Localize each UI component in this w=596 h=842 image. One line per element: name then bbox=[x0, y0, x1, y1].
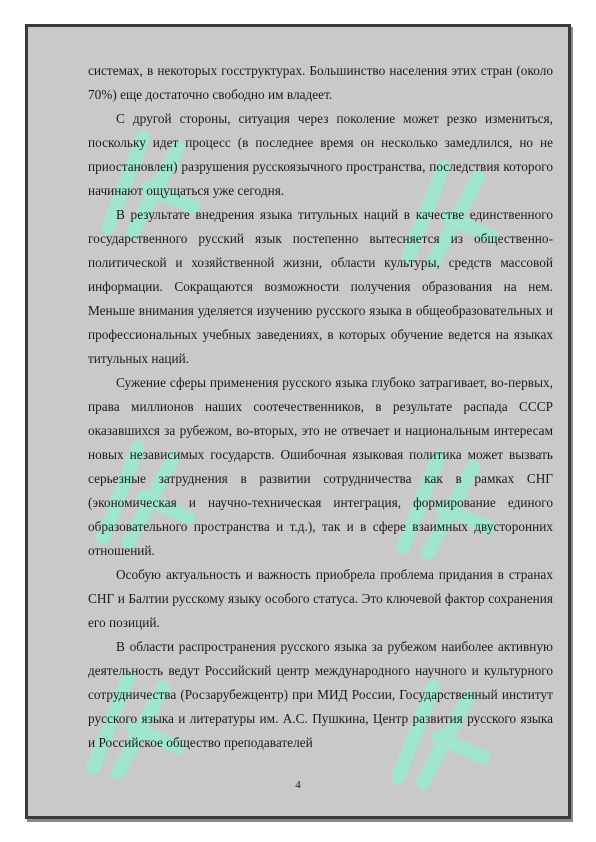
paragraph: Сужение сферы применения русского языка глубоко затрагивает, во-первых, права миллионов наших соотечественников, в результате распада СССР оказавшихся за рубежом, во-вторых, это не отвечает и национальным интересам новых независимых государств. Ошибочная языковая политика может вызвать серьезные затруднения в развитии сотрудничества как в рамках СНГ (экономическая и научно-техническая интеграция, формирование единого образовательного пространства и т.д.), так и в сфере взаимных двусторонних отношений. bbox=[88, 375, 553, 558]
paragraph: В результате внедрения языка титульных наций в качестве единственного государственного русский язык постепенно вытесняется из общественно-политической и хозяйственной жизни, области культуры, средств массовой информации. Сокращаются возможности получения образования на нем. Меньше внимания уделяется изучению русского языка в общеобразовательных и профессиональных учебных заведениях, в которых обучение ведется на языках титульных наций. bbox=[88, 207, 553, 366]
paragraph: С другой стороны, ситуация через поколение может резко измениться, поскольку идет процесс (в последнее время он несколько замедлился, но не приостановлен) разрушения русскоязычного пространства, последствия которого начинают ощущаться уже сегодня. bbox=[88, 111, 553, 198]
paragraph: Особую актуальность и важность приобрела проблема придания в странах СНГ и Балтии русскому языку особого статуса. Это ключевой фактор сохранения его позиций. bbox=[88, 567, 553, 630]
body-text bbox=[88, 59, 553, 755]
document-page bbox=[25, 24, 571, 819]
paragraph: системах, в некоторых госструктурах. Большинство населения этих стран (около 70%) еще достаточно свободно им владеет. bbox=[88, 63, 553, 102]
page-number: 4 bbox=[295, 779, 301, 791]
paragraph: В области распространения русского языка за рубежом наиболее активную деятельность ведут Российский центр международного научного и культурного сотрудничества (Росзарубежцентр) при МИД России, Государственный институт русского языка и литературы им. А.С. Пушкина, Центр развития русского языка и Российское общество преподавателей bbox=[88, 639, 553, 750]
